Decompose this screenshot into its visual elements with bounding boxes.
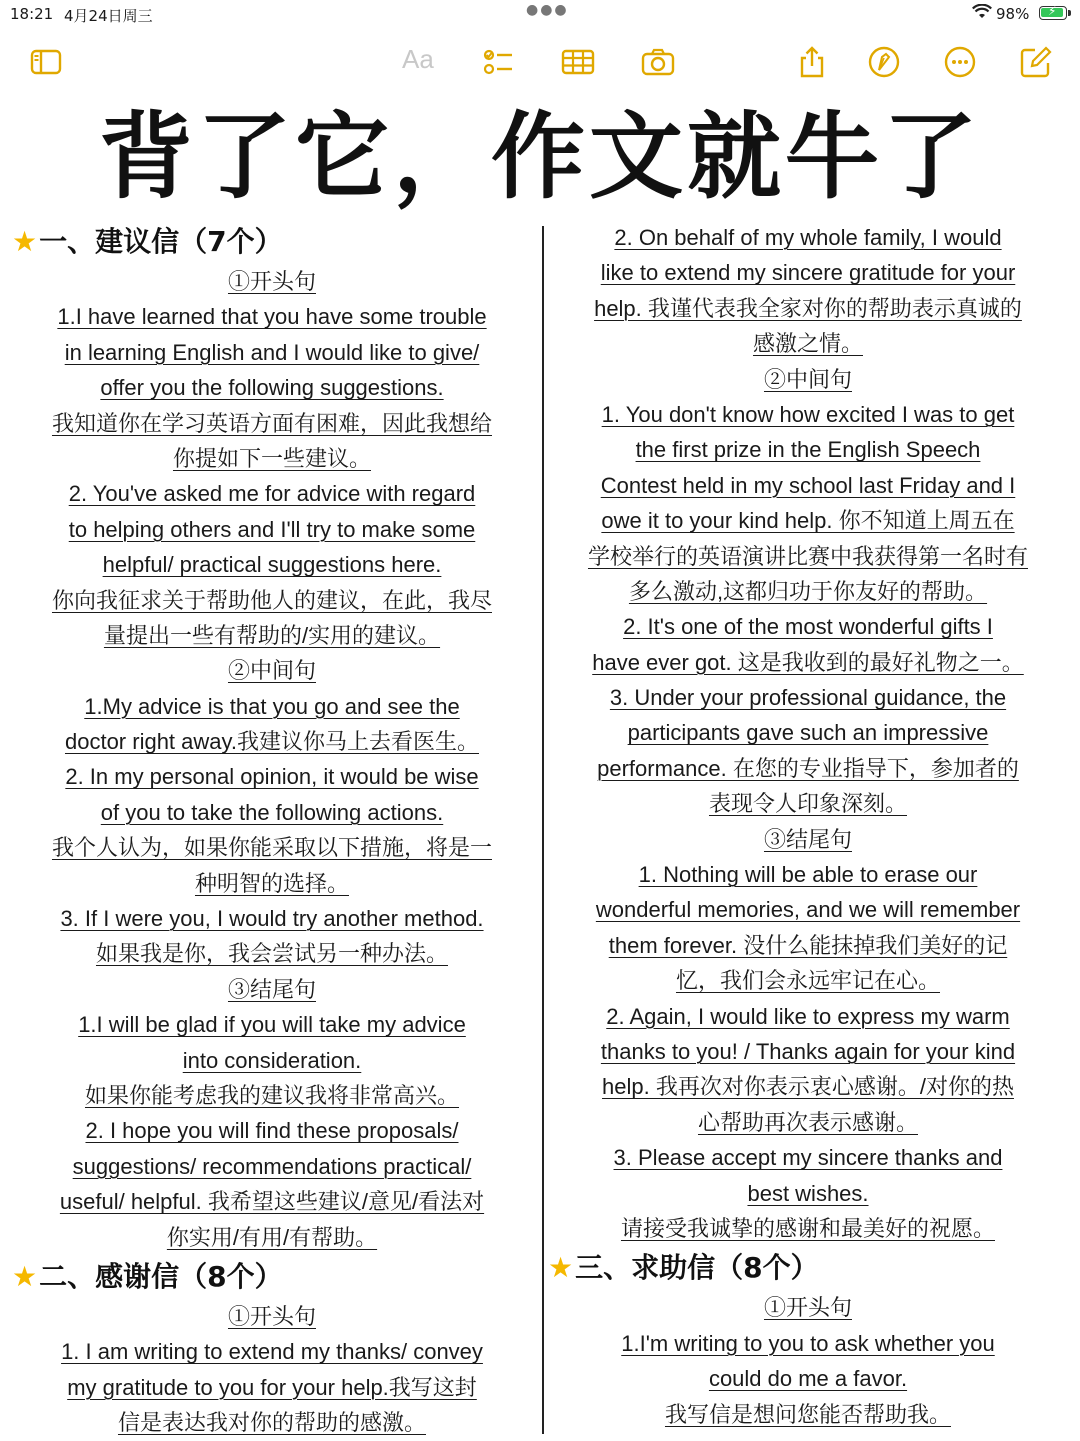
note-line: 多么激动,这都归功于你友好的帮助。 [628, 578, 988, 604]
section-heading [12, 220, 532, 264]
note-line: 如果我是你，我会尝试另一种办法。 [95, 941, 448, 967]
note-line: 2. In my personal opinion, it would be wise [65, 764, 479, 790]
note-line: 2. Again, I would like to express my warm [606, 1003, 1010, 1029]
note-line: Contest held in my school last Friday and I [600, 472, 1016, 498]
note-line: 1.I'm writing to you to ask whether you [621, 1330, 995, 1356]
note-line: 3. Please accept my sincere thanks and [613, 1145, 1003, 1171]
sidebar-icon[interactable] [28, 44, 64, 80]
note-line: 1.I have learned that you have some trouble [57, 304, 487, 330]
note-line: 1.I will be glad if you will take my advice [78, 1012, 466, 1038]
checklist-icon[interactable] [480, 44, 516, 80]
note-line: 信是表达我对你的帮助的感激。 [117, 1410, 426, 1436]
note-line: ②中间句 [763, 366, 852, 392]
status-bar [0, 0, 1080, 28]
note-line: helpful/ practical suggestions here. [102, 552, 442, 578]
camera-icon[interactable] [640, 44, 676, 80]
note-line: 1. You don't know how excited I was to get [601, 401, 1015, 427]
note-line: 如果你能考虑我的建议我将非常高兴。 [84, 1082, 459, 1108]
star-icon: ★ [12, 225, 38, 258]
note-line: 我知道你在学习英语方面有困难，因此我想给 [51, 410, 492, 436]
note-line: useful/ helpful. 我希望这些建议/意见/看法对 [59, 1189, 485, 1215]
note-line: of you to take the following actions. [100, 799, 444, 825]
note-line: doctor right away.我建议你马上去看医生。 [64, 729, 479, 755]
section-heading [548, 1246, 1068, 1290]
note-line: ①开头句 [227, 1303, 316, 1329]
note-line: 心帮助再次表示感谢。 [697, 1109, 918, 1135]
note-line: them forever. 没什么能抹掉我们美好的记 [608, 932, 1008, 958]
section-heading-text: 三、求助信（8个） [575, 1251, 819, 1285]
note-line: 你向我征求关于帮助他人的建议，在此，我尽 [51, 587, 492, 613]
note-line: ②中间句 [227, 658, 316, 684]
battery-icon: ⚡ [1039, 6, 1067, 20]
note-line: 感激之情。 [752, 331, 863, 357]
note-line: 你实用/有用/有帮助。 [166, 1224, 378, 1250]
right-column[interactable] [548, 220, 1068, 1432]
note-line: 我写信是想问您能否帮助我。 [664, 1401, 951, 1427]
note-line: owe it to your kind help. 你不知道上周五在 [601, 508, 1015, 534]
multitasking-dots-icon[interactable]: ●●● [526, 2, 569, 18]
note-line: 请接受我诚挚的感谢和最美好的祝愿。 [620, 1215, 995, 1241]
note-line: 2. You've asked me for advice with regard [68, 481, 476, 507]
status-time: 18:21 [10, 5, 54, 23]
section-heading [12, 1255, 532, 1299]
note-line: could do me a favor. [708, 1366, 908, 1392]
note-line: have ever got. 这是我收到的最好礼物之一。 [592, 649, 1024, 675]
note-line: 量提出一些有帮助的/实用的建议。 [103, 622, 441, 648]
more-options-icon[interactable] [942, 44, 978, 80]
note-line: help. 我谨代表我全家对你的帮助表示真诚的 [594, 295, 1022, 321]
table-icon[interactable] [560, 44, 596, 80]
note-line: 1. I am writing to extend my thanks/ convey [61, 1339, 483, 1365]
note-line: the first prize in the English Speech [635, 437, 981, 463]
star-icon: ★ [12, 1259, 38, 1293]
note-line: like to extend my sincere gratitude for your [600, 260, 1016, 286]
note-line: 你提如下一些建议。 [172, 445, 371, 471]
wifi-icon [972, 4, 992, 24]
note-line: 2. On behalf of my whole family, I would [614, 225, 1002, 250]
note-line: into consideration. [182, 1047, 362, 1073]
note-line: ③结尾句 [227, 976, 316, 1002]
note-line: suggestions/ recommendations practical/ [72, 1153, 472, 1179]
section-heading-text: 二、感谢信（8个） [39, 1259, 283, 1293]
note-line: 2. I hope you will find these proposals/ [85, 1118, 459, 1144]
note-line: ③结尾句 [763, 826, 852, 852]
note-line: 忆，我们会永远牢记在心。 [675, 968, 940, 994]
status-date: 4月24日周三 [64, 7, 153, 25]
note-line: ①开头句 [763, 1295, 852, 1321]
note-line: 2. It's one of the most wonderful gifts I [623, 614, 993, 640]
share-icon[interactable] [794, 44, 830, 80]
format-text-button[interactable]: Aa [402, 44, 434, 74]
note-line: in learning English and I would like to give/ [64, 339, 480, 365]
note-line: participants gave such an impressive [627, 720, 989, 746]
compose-icon[interactable] [1018, 44, 1054, 80]
note-line: thanks to you! / Thanks again for your kind [600, 1038, 1016, 1064]
note-line: to helping others and I'll try to make some [68, 516, 476, 542]
note-line: 3. Under your professional guidance, the [609, 685, 1007, 711]
left-column[interactable] [12, 220, 532, 1441]
note-line: 1.My advice is that you go and see the [84, 693, 460, 719]
note-line: ①开头句 [227, 269, 316, 294]
star-icon: ★ [548, 1251, 574, 1285]
note-line: help. 我再次对你表示衷心感谢。/对你的热 [602, 1074, 1014, 1100]
markup-pen-icon[interactable] [866, 44, 902, 80]
note-line: 表现令人印象深刻。 [708, 791, 907, 817]
note-line: performance. 在您的专业指导下，参加者的 [597, 755, 1019, 781]
note-line: best wishes. [747, 1180, 869, 1206]
note-line: 我个人认为，如果你能采取以下措施，将是一 [51, 835, 492, 861]
notes-toolbar [0, 38, 1080, 86]
section-heading-text: 一、建议信（7个） [39, 225, 283, 258]
note-line: 学校举行的英语演讲比赛中我获得第一名时有 [587, 543, 1028, 569]
note-title[interactable]: 背了它，作文就牛了 [98, 103, 981, 212]
note-line: 3. If I were you, I would try another method. [60, 906, 484, 932]
note-line: offer you the following suggestions. [100, 375, 444, 401]
note-line: wonderful memories, and we will remember [595, 897, 1021, 923]
note-line: 1. Nothing will be able to erase our [638, 862, 978, 888]
note-line: 种明智的选择。 [194, 870, 349, 896]
note-line: my gratitude to you for your help.我写这封 [67, 1374, 477, 1400]
battery-percent: 98% [996, 5, 1030, 23]
column-divider [542, 226, 544, 1434]
